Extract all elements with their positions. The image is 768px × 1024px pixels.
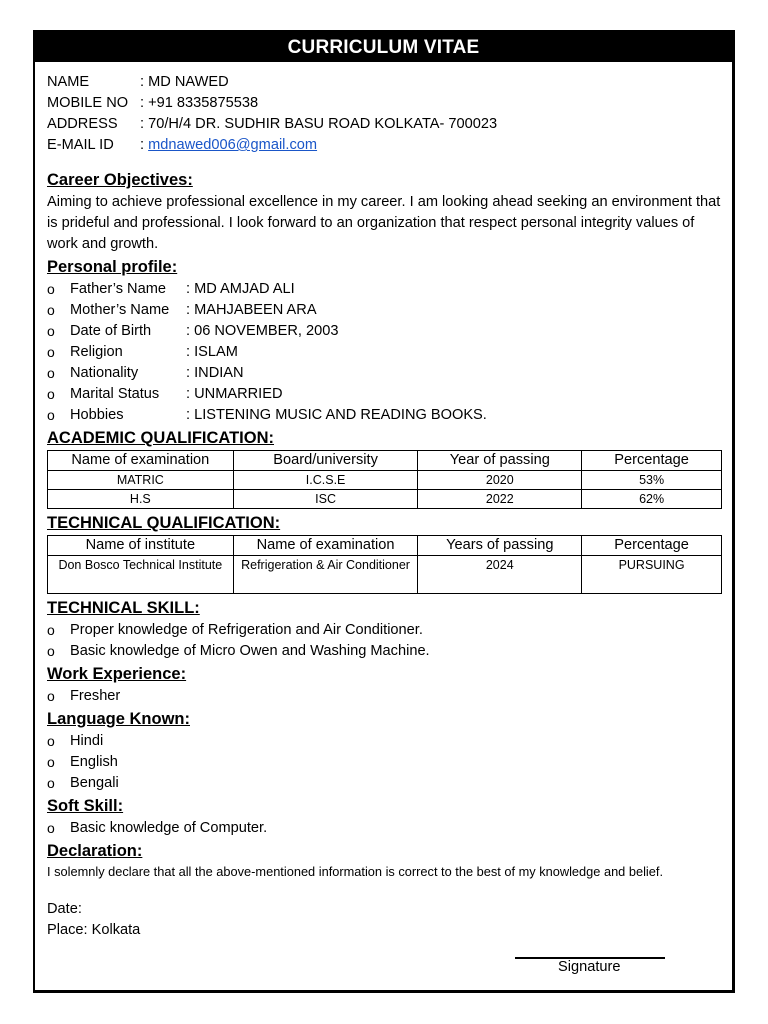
item-value: : MD AMJAD ALI (186, 281, 295, 297)
academic-table (47, 450, 722, 509)
bullet-icon (47, 342, 61, 364)
table-row (48, 490, 722, 509)
table-header-cell: Name of institute (48, 536, 234, 556)
item-text: Basic knowledge of Computer. (70, 820, 268, 836)
table-cell: 62% (582, 490, 722, 509)
work-list (47, 686, 725, 707)
item-label: Nationality (70, 365, 139, 381)
list-item (47, 773, 725, 794)
item-text: English (70, 754, 118, 770)
table-cell: I.C.S.E (233, 471, 418, 490)
item-label: Mother’s Name (70, 302, 170, 318)
table-header-cell: Board/university (233, 451, 418, 471)
soft-skill-list (47, 818, 725, 839)
bullet-icon (47, 363, 61, 385)
bullet-icon (47, 279, 61, 301)
contact-value: : +91 8335875538 (140, 95, 259, 111)
list-item (47, 342, 725, 363)
declaration-heading: Declaration: (47, 842, 143, 860)
bullet-icon (47, 384, 61, 406)
email-prefix: : (140, 137, 149, 153)
contact-mobile (47, 93, 725, 114)
table-cell: 53% (582, 471, 722, 490)
item-label: Marital Status (70, 386, 160, 402)
list-item (47, 300, 725, 321)
technical-skill-heading: TECHNICAL SKILL: (47, 599, 200, 617)
bullet-icon (47, 818, 61, 840)
place-line: Place: Kolkata (47, 922, 141, 938)
item-text: Proper knowledge of Refrigeration and Air Conditioner. (70, 622, 423, 638)
technical-skill-list (47, 620, 725, 662)
signature-label: Signature (558, 959, 621, 975)
soft-skill-heading: Soft Skill: (47, 797, 124, 815)
personal-heading: Personal profile: (47, 258, 178, 276)
table-cell: Don Bosco Technical Institute (48, 556, 234, 594)
contact-label: NAME (47, 74, 90, 90)
item-value: : ISLAM (186, 344, 238, 360)
bullet-icon (47, 405, 61, 427)
table-header-cell: Percentage (582, 451, 722, 471)
item-value: : 06 NOVEMBER, 2003 (186, 323, 339, 339)
contact-name (47, 72, 725, 93)
item-text: Hindi (70, 733, 104, 749)
date-line: Date: (47, 901, 82, 917)
contact-label: ADDRESS (47, 116, 118, 132)
page-title: CURRICULUM VITAE (35, 32, 732, 62)
item-label: Religion (70, 344, 123, 360)
academic-heading: ACADEMIC QUALIFICATION: (47, 429, 275, 447)
item-label: Father’s Name (70, 281, 166, 297)
table-header-cell: Percentage (582, 536, 722, 556)
contact-value: : MD NAWED (140, 74, 229, 90)
table-header-cell: Years of passing (418, 536, 582, 556)
list-item (47, 279, 725, 300)
table-header-row (48, 536, 722, 556)
list-item (47, 686, 725, 707)
bullet-icon (47, 300, 61, 322)
list-item (47, 731, 725, 752)
table-cell: 2022 (418, 490, 582, 509)
list-item (47, 641, 725, 662)
item-text: Fresher (70, 688, 121, 704)
cv-content (47, 72, 725, 941)
personal-list (47, 279, 725, 426)
work-heading: Work Experience: (47, 665, 187, 683)
table-cell: ISC (233, 490, 418, 509)
bullet-icon (47, 752, 61, 774)
contact-value: : 70/H/4 DR. SUDHIR BASU ROAD KOLKATA- 700023 (140, 116, 498, 132)
career-heading: Career Objectives: (47, 171, 193, 189)
list-item (47, 363, 725, 384)
table-row (48, 556, 722, 594)
item-value: : INDIAN (186, 365, 244, 381)
table-cell: 2020 (418, 471, 582, 490)
bullet-icon (47, 686, 61, 708)
item-label: Hobbies (70, 407, 124, 423)
technical-qual-table (47, 535, 722, 594)
bullet-icon (47, 731, 61, 753)
list-item (47, 818, 725, 839)
table-header-row (48, 451, 722, 471)
language-heading: Language Known: (47, 710, 190, 728)
item-text: Basic knowledge of Micro Owen and Washing Machine. (70, 643, 430, 659)
table-cell: 2024 (418, 556, 582, 594)
list-item (47, 620, 725, 641)
bullet-icon (47, 620, 61, 642)
table-cell: H.S (48, 490, 234, 509)
list-item (47, 405, 725, 426)
table-header-cell: Year of passing (418, 451, 582, 471)
table-cell: PURSUING (582, 556, 722, 594)
contact-label: MOBILE NO (47, 95, 129, 111)
item-value: : LISTENING MUSIC AND READING BOOKS. (186, 407, 487, 423)
item-value: : MAHJABEEN ARA (186, 302, 317, 318)
item-text: Bengali (70, 775, 119, 791)
email-link[interactable]: mdnawed006@gmail.com (148, 137, 318, 153)
table-header-cell: Name of examination (233, 536, 418, 556)
technical-qual-heading: TECHNICAL QUALIFICATION: (47, 514, 281, 532)
list-item (47, 321, 725, 342)
table-header-cell: Name of examination (48, 451, 234, 471)
table-cell: Refrigeration & Air Conditioner (233, 556, 418, 594)
table-row (48, 471, 722, 490)
language-list (47, 731, 725, 794)
bullet-icon (47, 321, 61, 343)
contact-label: E-MAIL ID (47, 137, 114, 153)
bullet-icon (47, 773, 61, 795)
contact-email (47, 135, 725, 156)
declaration-text: I solemnly declare that all the above-mentioned information is correct to the best of my knowledge and belief. (47, 864, 664, 879)
table-cell: MATRIC (48, 471, 234, 490)
cv-page (33, 30, 735, 993)
list-item (47, 384, 725, 405)
item-label: Date of Birth (70, 323, 152, 339)
list-item (47, 752, 725, 773)
bullet-icon (47, 641, 61, 663)
contact-address (47, 114, 725, 135)
career-text: Aiming to achieve professional excellence in my career. I am looking ahead seeking an environment that is prideful and professional. I look forward to an organization that respect personal integrity values of work and growth. (47, 194, 721, 252)
item-value: : UNMARRIED (186, 386, 283, 402)
